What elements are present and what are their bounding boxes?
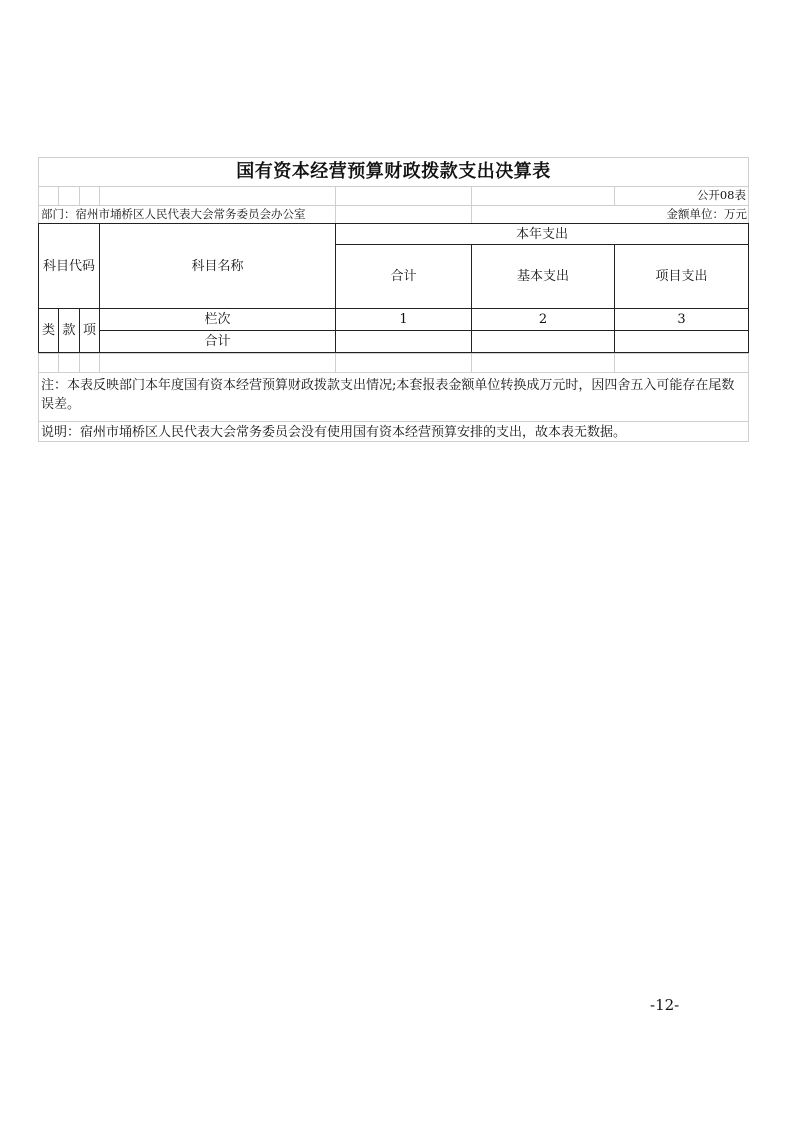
table-note: 注：本表反映部门本年度国有资本经营预算财政拨款支出情况;本套报表金额单位转换成万元时，因四舍五入可能存在尾数误差。 <box>41 378 735 412</box>
budget-table-sheet <box>38 157 749 442</box>
header-project-expense: 项目支出 <box>655 269 708 284</box>
column-index-3: 3 <box>677 312 686 327</box>
form-code: 公开08表 <box>696 188 746 203</box>
column-index-1: 1 <box>399 312 408 327</box>
header-subject-code: 科目代码 <box>42 258 95 274</box>
header-subject-name: 科目名称 <box>191 258 244 274</box>
header-total: 合计 <box>390 269 417 284</box>
column-index-2: 2 <box>538 312 548 327</box>
header-item: 项 <box>82 323 96 338</box>
header-current-year-expense: 本年支出 <box>515 226 568 242</box>
page-number: -12- <box>650 996 680 1014</box>
sum-row-label: 合计 <box>204 334 231 349</box>
column-index-label: 栏次 <box>204 312 231 327</box>
header-basic-expense: 基本支出 <box>516 269 569 284</box>
department-label: 部门：宿州市埇桥区人民代表大会常务委员会办公室 <box>41 206 306 221</box>
table-explanation: 说明：宿州市埇桥区人民代表大会常务委员会没有使用国有资本经营预算安排的支出，故本表无数据。 <box>41 425 627 440</box>
amount-unit-label: 金额单位：万元 <box>666 206 747 221</box>
header-category: 类 <box>41 323 55 338</box>
header-section: 款 <box>62 323 76 338</box>
table-title: 国有资本经营预算财政拨款支出决算表 <box>236 161 551 182</box>
